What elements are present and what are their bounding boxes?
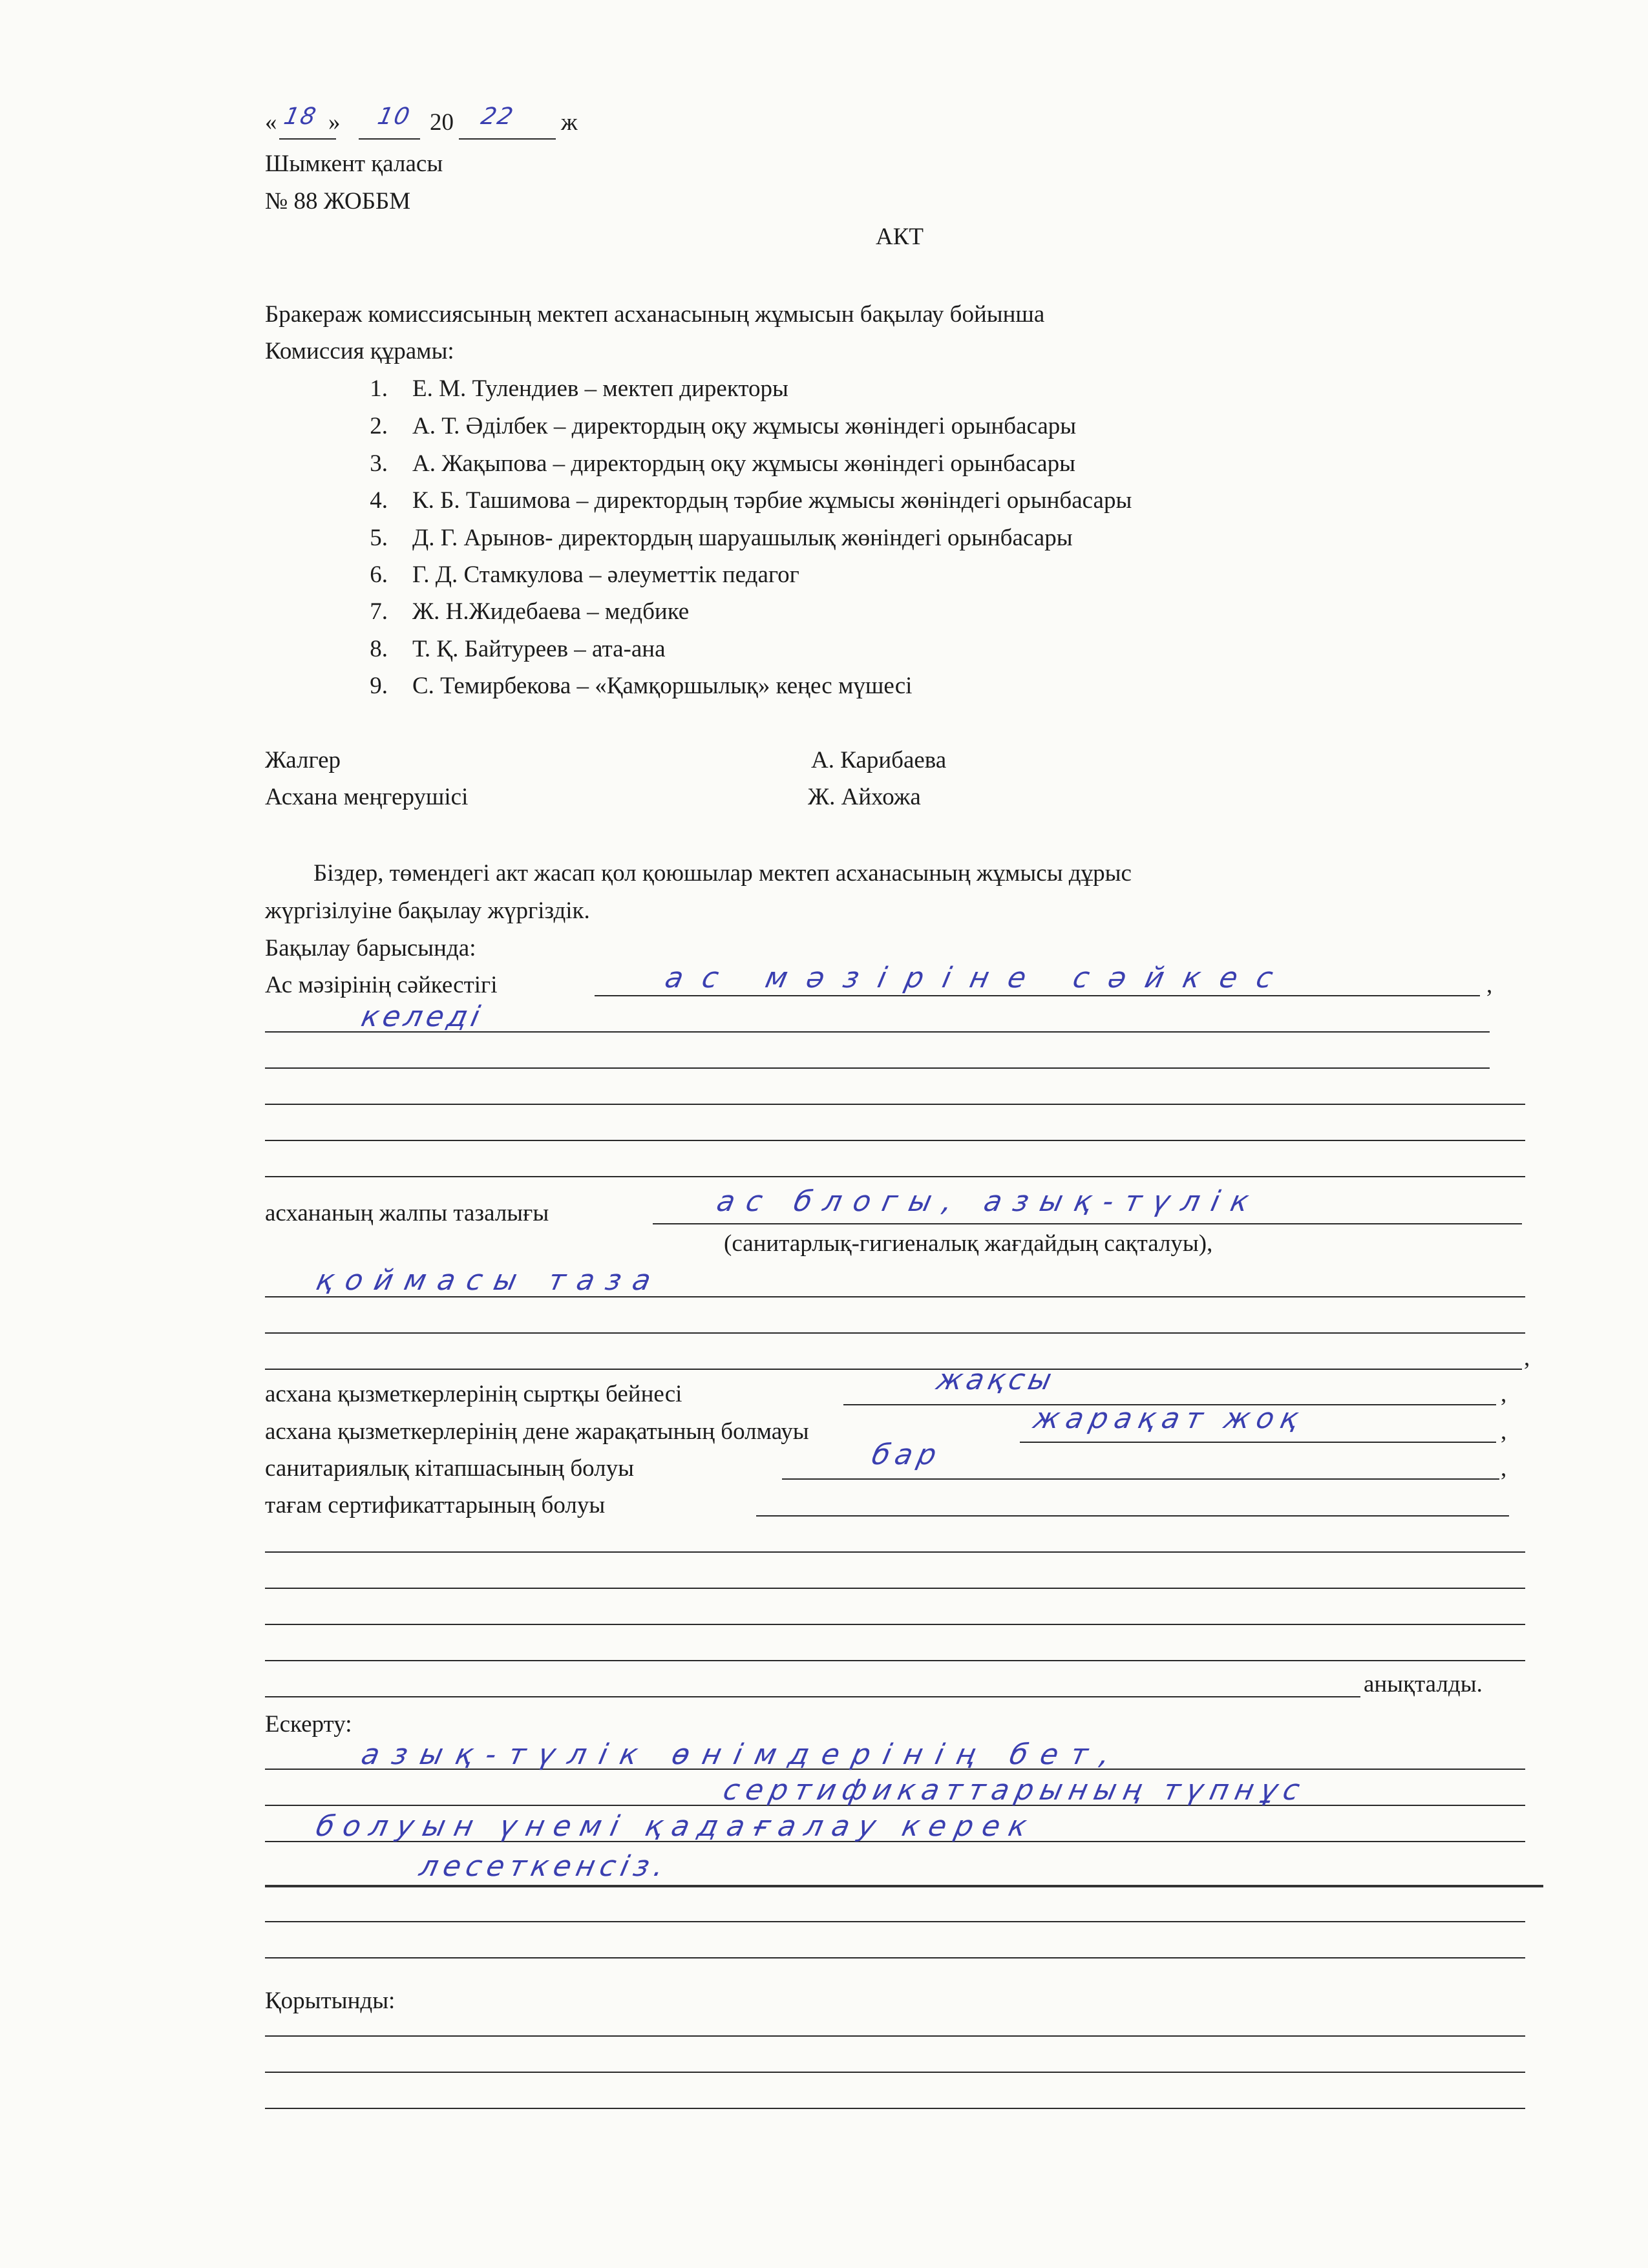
clean-note: (санитарлық-гигиеналық жағдайдың сақталуы), [724, 1230, 1213, 1257]
clean-comma: , [1524, 1345, 1530, 1371]
blank-line [265, 1921, 1525, 1922]
blank-line [265, 2072, 1525, 2073]
manager-label: Асхана меңгерушісі [265, 784, 469, 810]
clean-line [653, 1223, 1522, 1224]
member-item: Г. Д. Стамкулова – әлеуметтік педагог [412, 562, 799, 588]
appearance-comma: , [1501, 1381, 1507, 1407]
note-line-heavy [265, 1885, 1543, 1887]
member-item: Ж. Н.Жидебаева – медбике [412, 598, 690, 625]
blank-line [265, 1696, 1360, 1697]
date-year-underline [459, 138, 556, 140]
menu-handwritten-1: ас мәзіріне сәйкес [662, 961, 1296, 994]
appearance-handwritten: жақсы [933, 1363, 1059, 1396]
appearance-label: асхана қызметкерлерінің сыртқы бейнесі [265, 1381, 682, 1407]
member-num: 2. [370, 413, 388, 439]
city: Шымкент қаласы [265, 151, 443, 177]
injury-label: асхана қызметкерлерінің дене жарақатының болмауы [265, 1418, 809, 1445]
member-item: К. Б. Ташимова – директордың тәрбие жұмысы жөніндегі орынбасары [412, 487, 1132, 514]
member-item: С. Темирбекова – «Қамқоршылық» кеңес мүшесі [412, 673, 913, 699]
school: № 88 ЖОББМ [265, 188, 411, 215]
sanitary-comma: , [1501, 1455, 1507, 1482]
blank-line [265, 2035, 1525, 2037]
menu-comma: , [1486, 972, 1493, 998]
blank-line [265, 1660, 1525, 1661]
date-year-prefix: 20 [430, 109, 454, 136]
commission-label: Комиссия құрамы: [265, 338, 454, 364]
injury-comma: , [1501, 1418, 1507, 1445]
intro-line-1: Біздер, төмендегі акт жасап қол қоюшылар мектеп асханасының жұмысы дұрыс [313, 860, 1132, 887]
blank-line [265, 1624, 1525, 1625]
member-num: 1. [370, 375, 388, 402]
date-day-underline [279, 138, 336, 140]
injury-handwritten: жарақат жоқ [1030, 1402, 1308, 1435]
member-num: 8. [370, 636, 388, 662]
note-handwritten-2: сертификаттарының түпнұс [720, 1774, 1309, 1807]
tenant-name: А. Карибаева [811, 747, 947, 773]
blank-line [265, 1588, 1525, 1589]
blank-line [265, 1176, 1525, 1177]
blank-line [265, 2108, 1525, 2109]
note-handwritten-1: азық-түлік өнімдерінің бет, [358, 1738, 1126, 1771]
note-handwritten-3: болуын үнемі қадағалау керек [313, 1810, 1039, 1843]
member-item: Д. Г. Арынов- директордың шаруашылық жөніндегі орынбасары [412, 525, 1073, 551]
note-label: Ескерту: [265, 1711, 352, 1738]
subtitle: Бракераж комиссиясының мектеп асханасының жұмысын бақылау бойынша [265, 301, 1045, 328]
note-handwritten-4: лесеткенсіз. [416, 1850, 672, 1883]
date-open-quote: « [265, 109, 277, 136]
blank-line [265, 1957, 1525, 1958]
member-num: 3. [370, 450, 388, 477]
member-num: 6. [370, 562, 388, 588]
blank-line [265, 1332, 1525, 1334]
sanitary-handwritten: бар [869, 1438, 945, 1471]
sanitary-line [782, 1478, 1499, 1480]
blank-line [265, 1067, 1490, 1069]
member-num: 4. [370, 487, 388, 514]
date-year: 22 [478, 103, 517, 130]
clean-handwritten-2: қоймасы таза [313, 1264, 666, 1297]
date-suffix: ж [561, 109, 578, 136]
member-item: Е. М. Тулендиев – мектеп директоры [412, 375, 788, 402]
intro-line-2: жүргізілуіне бақылау жүргіздік. [265, 898, 590, 924]
clean-label: асхананың жалпы тазалығы [265, 1200, 549, 1226]
blank-line [265, 1551, 1525, 1553]
member-item: А. Жақыпова – директордың оқу жұмысы жөніндегі орынбасары [412, 450, 1075, 477]
manager-name: Ж. Айхожа [808, 784, 921, 810]
observation-label: Бақылау барысында: [265, 935, 476, 961]
blank-line [265, 1104, 1525, 1105]
cert-line [756, 1515, 1509, 1517]
sanitary-label: санитариялық кітапшасының болуы [265, 1455, 634, 1482]
member-num: 5. [370, 525, 388, 551]
member-num: 7. [370, 598, 388, 625]
blank-line [265, 1369, 1522, 1370]
menu-line [595, 995, 1480, 996]
injury-line [1020, 1442, 1496, 1443]
clean-handwritten-1: ас блогы, азық-түлік [713, 1185, 1263, 1218]
date-month: 10 [375, 103, 414, 130]
blank-line [265, 1140, 1525, 1141]
member-item: Т. Қ. Байтуреев – ата-ана [412, 636, 666, 662]
member-num: 9. [370, 673, 388, 699]
tenant-label: Жалгер [265, 747, 341, 773]
determined-text: анықталды. [1364, 1671, 1483, 1697]
date-month-underline [359, 138, 420, 140]
menu-label: Ас мәзірінің сәйкестігі [265, 972, 498, 998]
date-mid-quote: » [328, 109, 341, 136]
document-title: АКТ [876, 224, 924, 250]
member-item: А. Т. Әділбек – директордың оқу жұмысы жөніндегі орынбасары [412, 413, 1077, 439]
date-day: 18 [281, 103, 320, 130]
menu-handwritten-2: келеді [358, 1000, 487, 1033]
conclusion-label: Қорытынды: [265, 1988, 396, 2014]
cert-label: тағам сертификаттарының болуы [265, 1492, 606, 1518]
